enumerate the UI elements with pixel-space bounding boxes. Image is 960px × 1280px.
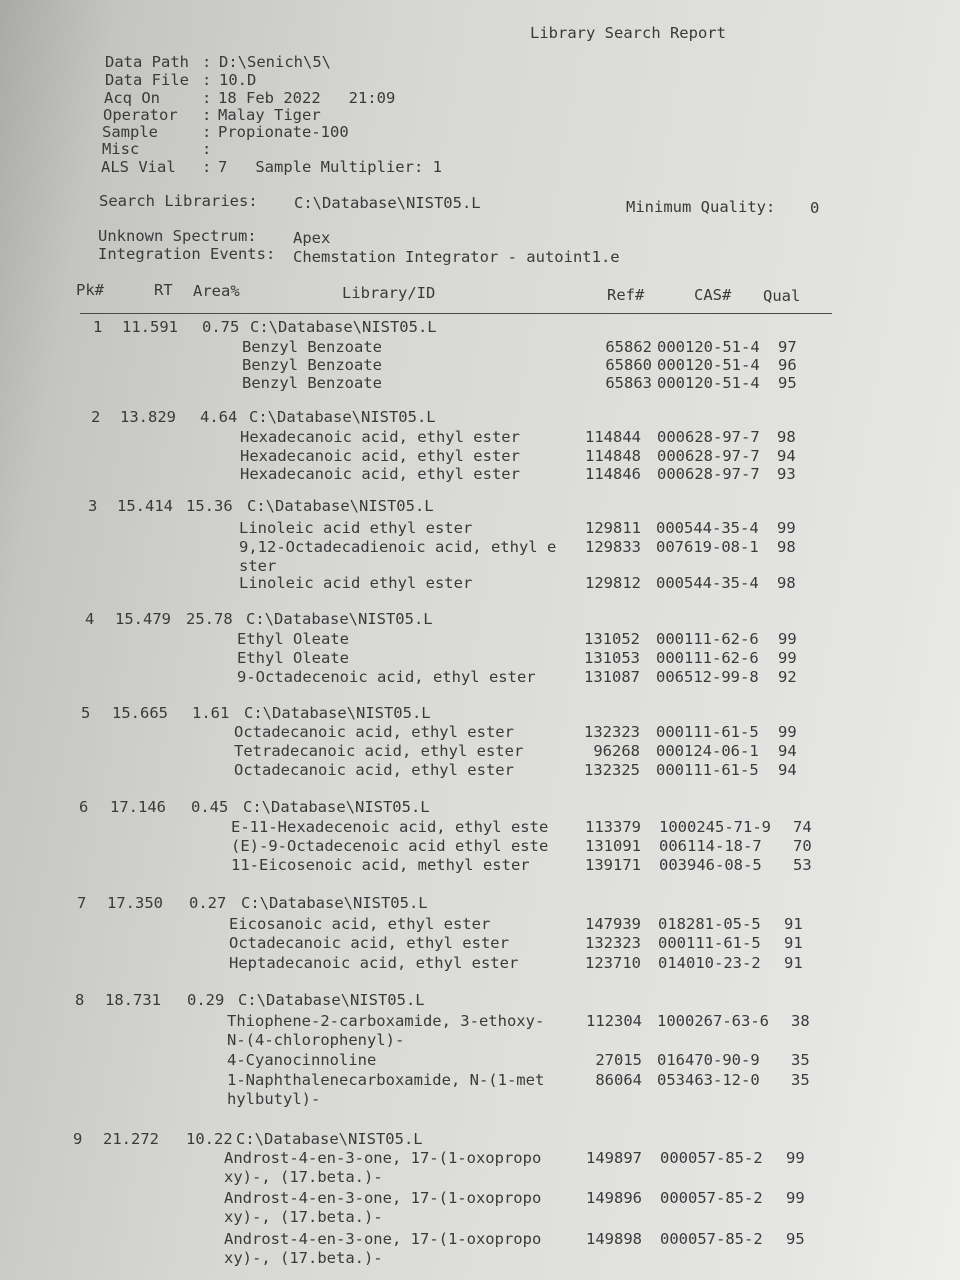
peak-number: 1	[93, 318, 103, 336]
hit-cas-number: 000111-61-5	[658, 934, 761, 952]
hit-ref-number: 139171	[585, 856, 641, 874]
peak-rt: 11.591	[122, 318, 178, 336]
peak-number: 2	[91, 408, 101, 426]
hit-compound-name: Octadecanoic acid, ethyl ester	[234, 761, 514, 779]
hit-ref-number: 96268	[593, 742, 640, 760]
hit-quality: 91	[784, 915, 803, 933]
header-field-colon: :	[202, 53, 212, 71]
peak-number: 5	[81, 704, 91, 722]
hit-compound-name-continued: N-(4-chlorophenyl)-	[227, 1031, 405, 1049]
hit-compound-name: Linoleic acid ethyl ester	[239, 519, 473, 537]
hit-compound-name-continued: xy)-, (17.beta.)-	[224, 1168, 383, 1186]
hit-cas-number: 016470-90-9	[657, 1051, 760, 1069]
hit-ref-number: 113379	[585, 818, 641, 836]
hit-quality: 35	[791, 1071, 810, 1089]
header-field-colon: :	[202, 89, 212, 107]
header-field-label: Sample	[102, 123, 158, 141]
search-libraries-value: C:\Database\NIST05.L	[294, 194, 481, 212]
peak-area: 10.22	[186, 1130, 233, 1148]
hit-cas-number: 007619-08-1	[656, 538, 759, 556]
hit-quality: 53	[793, 856, 812, 874]
unknown-spectrum-value: Apex	[293, 229, 331, 247]
hit-compound-name: Linoleic acid ethyl ester	[239, 574, 473, 592]
hit-cas-number: 000628-97-7	[657, 465, 760, 483]
header-field-colon: :	[202, 106, 212, 124]
hit-cas-number: 014010-23-2	[658, 954, 761, 972]
header-field-value: 10.D	[219, 71, 257, 89]
hit-ref-number: 65863	[605, 374, 652, 392]
peak-area: 15.36	[186, 497, 233, 515]
hit-compound-name: Hexadecanoic acid, ethyl ester	[240, 465, 520, 483]
hit-quality: 99	[778, 723, 797, 741]
hit-compound-name: Benzyl Benzoate	[242, 356, 382, 374]
hit-ref-number: 114848	[585, 447, 641, 465]
hit-quality: 99	[786, 1149, 805, 1167]
header-field-label: Data File	[105, 71, 189, 89]
hit-compound-name: Eicosanoic acid, ethyl ester	[229, 915, 491, 933]
hit-compound-name: Hexadecanoic acid, ethyl ester	[240, 428, 520, 446]
peak-number: 8	[75, 991, 85, 1009]
peak-number: 6	[79, 798, 89, 816]
hit-compound-name: Androst-4-en-3-one, 17-(1-oxopropo	[224, 1230, 542, 1248]
hit-quality: 96	[778, 356, 797, 374]
unknown-spectrum-label: Unknown Spectrum:	[98, 227, 257, 245]
hit-cas-number: 1000245-71-9	[659, 818, 771, 836]
hit-compound-name-continued: ster	[239, 557, 277, 575]
hit-ref-number: 149898	[586, 1230, 642, 1248]
hit-compound-name: Tetradecanoic acid, ethyl ester	[234, 742, 524, 760]
peak-rt: 18.731	[105, 991, 161, 1009]
header-field-label: Operator	[103, 106, 178, 124]
hit-compound-name: 1-Naphthalenecarboxamide, N-(1-met	[227, 1071, 545, 1089]
hit-compound-name: Octadecanoic acid, ethyl ester	[229, 934, 509, 952]
hit-cas-number: 000111-62-6	[656, 630, 759, 648]
hit-quality: 99	[778, 630, 797, 648]
col-header-cas: CAS#	[694, 286, 732, 304]
peak-number: 3	[88, 497, 98, 515]
hit-compound-name: 11-Eicosenoic acid, methyl ester	[231, 856, 530, 874]
search-libraries-label: Search Libraries:	[99, 192, 258, 210]
peak-library-path: C:\Database\NIST05.L	[238, 991, 425, 1009]
hit-cas-number: 000544-35-4	[656, 574, 759, 592]
hit-quality: 99	[786, 1189, 805, 1207]
peak-library-path: C:\Database\NIST05.L	[236, 1130, 423, 1148]
peak-library-path: C:\Database\NIST05.L	[243, 798, 430, 816]
header-field-label: Misc	[102, 140, 140, 158]
header-field-label: Data Path	[105, 53, 189, 71]
hit-cas-number: 000120-51-4	[657, 356, 760, 374]
hit-ref-number: 147939	[585, 915, 641, 933]
hit-ref-number: 131053	[584, 649, 640, 667]
hit-cas-number: 018281-05-5	[658, 915, 761, 933]
hit-compound-name: Androst-4-en-3-one, 17-(1-oxopropo	[224, 1149, 542, 1167]
hit-compound-name: Benzyl Benzoate	[242, 374, 382, 392]
header-field-label: Acq On	[104, 89, 160, 107]
header-field-value: Malay Tiger	[218, 106, 321, 124]
hit-compound-name: (E)-9-Octadecenoic acid ethyl este	[231, 837, 549, 855]
hit-quality: 92	[778, 668, 797, 686]
peak-number: 7	[77, 894, 87, 912]
hit-compound-name: Heptadecanoic acid, ethyl ester	[229, 954, 519, 972]
minimum-quality-value: 0	[810, 199, 820, 217]
peak-area: 4.64	[200, 408, 238, 426]
integration-events-value: Chemstation Integrator - autoint1.e	[293, 248, 620, 266]
hit-ref-number: 149896	[586, 1189, 642, 1207]
hit-cas-number: 000124-06-1	[656, 742, 759, 760]
hit-compound-name-continued: xy)-, (17.beta.)-	[224, 1208, 383, 1226]
hit-compound-name: Benzyl Benzoate	[242, 338, 382, 356]
hit-quality: 74	[793, 818, 812, 836]
hit-quality: 93	[777, 465, 796, 483]
peak-rt: 21.272	[103, 1130, 159, 1148]
col-header-qual: Qual	[763, 287, 801, 305]
hit-compound-name: Ethyl Oleate	[237, 649, 349, 667]
hit-ref-number: 129812	[585, 574, 641, 592]
header-field-value: Propionate-100	[218, 123, 349, 141]
hit-cas-number: 000111-62-6	[656, 649, 759, 667]
peak-library-path: C:\Database\NIST05.L	[246, 610, 433, 628]
hit-cas-number: 000111-61-5	[656, 723, 759, 741]
hit-cas-number: 006512-99-8	[656, 668, 759, 686]
col-header-ref: Ref#	[607, 286, 645, 304]
peak-rt: 15.665	[112, 704, 168, 722]
hit-ref-number: 132323	[584, 723, 640, 741]
hit-ref-number: 123710	[585, 954, 641, 972]
col-header-rt: RT	[154, 281, 173, 299]
hit-quality: 91	[784, 954, 803, 972]
hit-compound-name-continued: hylbutyl)-	[227, 1090, 321, 1108]
hit-ref-number: 114844	[585, 428, 641, 446]
peak-area: 1.61	[192, 704, 230, 722]
header-field-value: 18 Feb 2022 21:09	[218, 89, 396, 107]
hit-quality: 99	[777, 519, 796, 537]
hit-quality: 98	[777, 538, 796, 556]
header-field-label: ALS Vial	[101, 158, 176, 176]
hit-ref-number: 86064	[595, 1071, 642, 1089]
hit-quality: 94	[778, 761, 797, 779]
col-header-pk: Pk#	[76, 281, 104, 299]
hit-cas-number: 000057-85-2	[660, 1149, 763, 1167]
hit-quality: 70	[793, 837, 812, 855]
peak-rt: 15.479	[115, 610, 171, 628]
hit-compound-name-continued: xy)-, (17.beta.)-	[224, 1249, 383, 1267]
hit-ref-number: 132323	[585, 934, 641, 952]
hit-compound-name: Thiophene-2-carboxamide, 3-ethoxy-	[227, 1012, 545, 1030]
integration-events-label: Integration Events:	[98, 245, 276, 263]
hit-cas-number: 053463-12-0	[657, 1071, 760, 1089]
peak-area: 0.45	[191, 798, 229, 816]
hit-ref-number: 65860	[605, 356, 652, 374]
hit-quality: 95	[778, 374, 797, 392]
hit-cas-number: 1000267-63-6	[657, 1012, 769, 1030]
peak-rt: 17.146	[110, 798, 166, 816]
peak-library-path: C:\Database\NIST05.L	[250, 318, 437, 336]
hit-ref-number: 65862	[605, 338, 652, 356]
hit-quality: 91	[784, 934, 803, 952]
hit-quality: 94	[778, 742, 797, 760]
peak-rt: 15.414	[117, 497, 173, 515]
hit-cas-number: 000628-97-7	[657, 447, 760, 465]
hit-ref-number: 149897	[586, 1149, 642, 1167]
hit-ref-number: 112304	[586, 1012, 642, 1030]
peak-library-path: C:\Database\NIST05.L	[249, 408, 436, 426]
col-header-area: Area%	[193, 282, 240, 300]
hit-cas-number: 000120-51-4	[657, 338, 760, 356]
hit-compound-name: E-11-Hexadecenoic acid, ethyl este	[231, 818, 549, 836]
hit-cas-number: 000628-97-7	[657, 428, 760, 446]
hit-ref-number: 114846	[585, 465, 641, 483]
hit-ref-number: 131091	[585, 837, 641, 855]
hit-compound-name: 9-Octadecenoic acid, ethyl ester	[237, 668, 536, 686]
hit-quality: 38	[791, 1012, 810, 1030]
hit-ref-number: 27015	[595, 1051, 642, 1069]
peak-library-path: C:\Database\NIST05.L	[244, 704, 431, 722]
hit-quality: 97	[778, 338, 797, 356]
peak-area: 25.78	[186, 610, 233, 628]
hit-compound-name: 9,12-Octadecadienoic acid, ethyl e	[239, 538, 557, 556]
peak-library-path: C:\Database\NIST05.L	[247, 497, 434, 515]
header-rule	[80, 313, 832, 314]
hit-quality: 98	[777, 574, 796, 592]
hit-ref-number: 129833	[585, 538, 641, 556]
peak-area: 0.27	[189, 894, 227, 912]
hit-cas-number: 000057-85-2	[660, 1230, 763, 1248]
header-field-colon: :	[202, 123, 212, 141]
hit-cas-number: 000544-35-4	[656, 519, 759, 537]
peak-number: 4	[85, 610, 95, 628]
hit-cas-number: 003946-08-5	[659, 856, 762, 874]
hit-quality: 98	[777, 428, 796, 446]
hit-cas-number: 000120-51-4	[657, 374, 760, 392]
peak-area: 0.29	[187, 991, 225, 1009]
hit-cas-number: 006114-18-7	[659, 837, 762, 855]
hit-cas-number: 000111-61-5	[656, 761, 759, 779]
hit-compound-name: Ethyl Oleate	[237, 630, 349, 648]
hit-compound-name: 4-Cyanocinnoline	[227, 1051, 377, 1069]
report-title: Library Search Report	[530, 24, 726, 42]
peak-number: 9	[73, 1130, 83, 1148]
header-field-colon: :	[202, 140, 212, 158]
header-field-value: 7 Sample Multiplier: 1	[218, 158, 442, 176]
hit-ref-number: 132325	[584, 761, 640, 779]
header-field-colon: :	[202, 158, 212, 176]
header-field-colon: :	[202, 71, 212, 89]
hit-quality: 99	[778, 649, 797, 667]
hit-cas-number: 000057-85-2	[660, 1189, 763, 1207]
hit-quality: 94	[777, 447, 796, 465]
minimum-quality-label: Minimum Quality:	[626, 198, 776, 216]
hit-ref-number: 131087	[584, 668, 640, 686]
hit-compound-name: Androst-4-en-3-one, 17-(1-oxopropo	[224, 1189, 542, 1207]
hit-ref-number: 129811	[585, 519, 641, 537]
header-field-value: D:\Senich\5\	[219, 53, 331, 71]
hit-compound-name: Octadecanoic acid, ethyl ester	[234, 723, 514, 741]
peak-rt: 17.350	[107, 894, 163, 912]
hit-quality: 95	[786, 1230, 805, 1248]
peak-library-path: C:\Database\NIST05.L	[241, 894, 428, 912]
hit-compound-name: Hexadecanoic acid, ethyl ester	[240, 447, 520, 465]
col-header-library: Library/ID	[342, 284, 436, 302]
peak-rt: 13.829	[120, 408, 176, 426]
hit-ref-number: 131052	[584, 630, 640, 648]
hit-quality: 35	[791, 1051, 810, 1069]
peak-area: 0.75	[202, 318, 240, 336]
